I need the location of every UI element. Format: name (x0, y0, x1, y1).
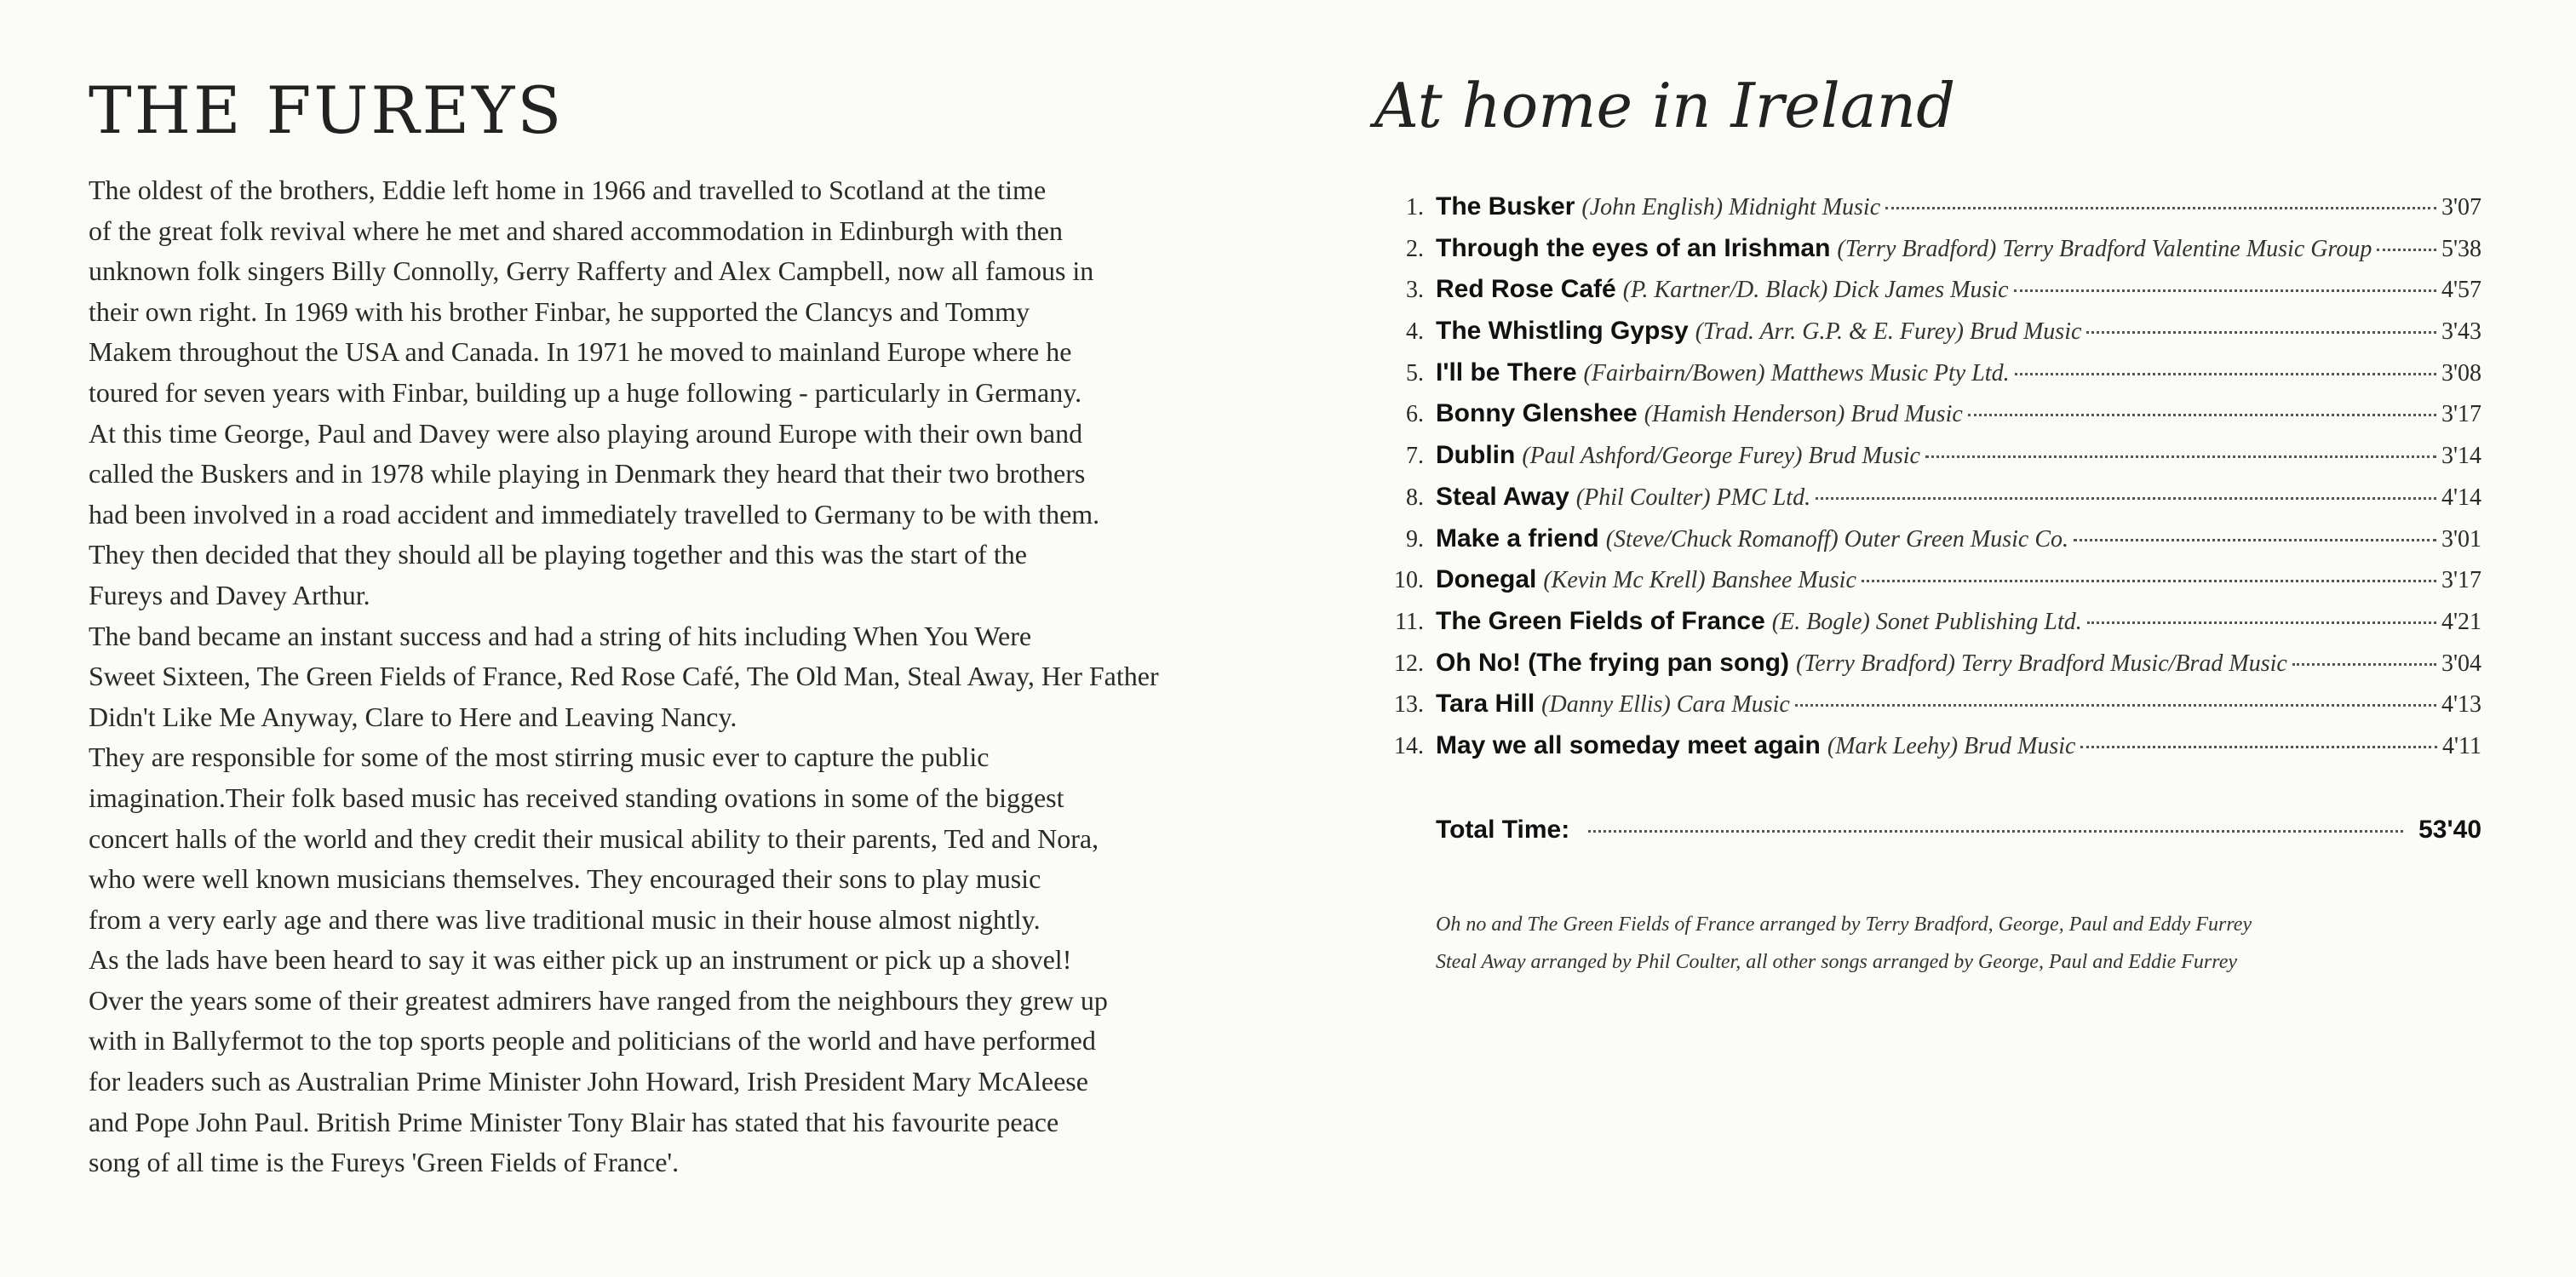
track-credit: (John English) Midnight Music (1581, 194, 1881, 220)
track-credit: (Fairbairn/Bowen) Matthews Music Pty Ltd. (1583, 359, 2010, 387)
dot-leader (2074, 539, 2436, 541)
track-duration: 3'17 (2441, 401, 2481, 428)
dot-leader (2292, 663, 2436, 666)
dot-leader (1795, 704, 2436, 707)
track-number: 13. (1394, 691, 1424, 719)
track-title: Steal Away (1436, 482, 1569, 511)
track-duration: 4'14 (2441, 484, 2481, 511)
dot-leader (1816, 497, 2436, 500)
track-duration: 4'13 (2441, 691, 2481, 719)
bio-line: their own right. In 1969 with his brother Finbar, he supported the Clancys and Tommy (89, 295, 1030, 327)
track-duration: 3'04 (2441, 650, 2481, 677)
dot-leader (1588, 830, 2403, 833)
track-number: 4. (1406, 318, 1424, 346)
track-credit: (Terry Bradford) Terry Bradford Music/Brad Music (1795, 650, 2287, 677)
dot-leader (2086, 331, 2436, 334)
bio-line: The band became an instant success and had a string of hits including When You Were (89, 620, 1032, 651)
track-title: The Green Fields of France (1436, 606, 1765, 635)
bio-text (89, 170, 1230, 1183)
dot-leader (2080, 746, 2437, 748)
track-title: Donegal (1436, 565, 1537, 594)
track-number: 2. (1406, 235, 1424, 262)
total-time-row (1436, 816, 2481, 845)
track-row (1386, 649, 2481, 690)
bio-line: As the lads have been heard to say it was either pick up an instrument or pick up a shovel! (89, 944, 1072, 976)
bio-line: Makem throughout the USA and Canada. In 1971 he moved to mainland Europe where he (89, 336, 1072, 368)
track-credit: (Steve/Chuck Romanoff) Outer Green Music Co. (1605, 525, 2068, 553)
track-credit: (E. Bogle) Sonet Publishing Ltd. (1771, 608, 2082, 635)
track-credit: (Hamish Henderson) Brud Music (1644, 401, 1963, 428)
track-row (1386, 441, 2481, 483)
track-credit: (Trad. Arr. G.P. & E. Furey) Brud Music (1695, 318, 2082, 346)
track-list (1386, 192, 2481, 773)
track-duration: 3'14 (2441, 443, 2481, 470)
bio-line: They are responsible for some of the most stirring music ever to capture the public (89, 742, 990, 773)
track-credit: (Mark Leehy) Brud Music (1827, 732, 2076, 759)
bio-line: with in Ballyfermot to the top sports people and politicians of the world and have performed (89, 1025, 1096, 1057)
bio-line: imagination.Their folk based music has received standing ovations in some of the biggest (89, 782, 1064, 813)
dot-leader (1862, 580, 2436, 582)
bio-line: called the Buskers and in 1978 while playing in Denmark they heard that their two brothers (89, 458, 1086, 490)
dot-leader (2087, 621, 2436, 624)
track-title: Make a friend (1436, 524, 1599, 553)
track-credit: (Paul Ashford/George Furey) Brud Music (1522, 443, 1920, 470)
bio-line: They then decided that they should all be playing together and this was the start of the (89, 539, 1027, 570)
track-credit: (Kevin Mc Krell) Banshee Music (1543, 567, 1856, 594)
track-title: Dublin (1436, 441, 1516, 470)
track-number: 8. (1406, 484, 1424, 511)
track-row (1386, 358, 2481, 400)
track-number: 10. (1394, 567, 1424, 594)
dot-leader (1968, 414, 2436, 416)
track-duration: 3'17 (2441, 567, 2481, 594)
track-credit: (Terry Bradford) Terry Bradford Valentine Music Group (1837, 235, 2372, 262)
bio-line: who were well known musicians themselves. They encouraged their sons to play music (89, 863, 1041, 895)
track-title: Red Rose Café (1436, 275, 1616, 304)
track-title: Through the eyes of an Irishman (1436, 233, 1831, 262)
dot-leader (2014, 289, 2436, 292)
track-row (1386, 275, 2481, 317)
band-title: THE FUREYS (89, 72, 565, 148)
dot-leader (1925, 455, 2436, 458)
track-number: 7. (1406, 443, 1424, 470)
track-number: 14. (1394, 732, 1424, 759)
bio-line: from a very early age and there was live traditional music in their house almost nightly. (89, 903, 1041, 935)
track-duration: 3'01 (2441, 525, 2481, 553)
track-number: 3. (1406, 277, 1424, 304)
arrangement-note: Steal Away arranged by Phil Coulter, all other songs arranged by George, Paul and Eddie Furrey (1436, 951, 2238, 973)
track-duration: 3'43 (2441, 318, 2481, 346)
track-title: I'll be There (1436, 358, 1577, 387)
track-row (1386, 565, 2481, 607)
bio-line: Over the years some of their greatest admirers have ranged from the neighbours they grew up (89, 984, 1108, 1016)
bio-line: Fureys and Davey Arthur. (89, 579, 370, 610)
track-row (1386, 317, 2481, 358)
dot-leader (1885, 207, 2436, 209)
track-credit: (P. Kartner/D. Black) Dick James Music (1622, 277, 2009, 304)
track-duration: 4'57 (2441, 277, 2481, 304)
arrangement-notes (1436, 906, 2252, 981)
track-title: Bonny Glenshee (1436, 399, 1638, 428)
track-row (1386, 607, 2481, 649)
track-row (1386, 483, 2481, 524)
dot-leader (2377, 249, 2436, 251)
bio-line: toured for seven years with Finbar, building up a huge following - particularly in Germany. (89, 376, 1082, 408)
bio-line: had been involved in a road accident and immediately travelled to Germany to be with them. (89, 498, 1100, 530)
track-title: Tara Hill (1436, 690, 1535, 719)
track-number: 11. (1395, 608, 1424, 635)
track-duration: 3'07 (2441, 194, 2481, 220)
arrangement-note: Oh no and The Green Fields of France arranged by Terry Bradford, George, Paul and Eddy Furrey (1436, 913, 2252, 936)
bio-line: At this time George, Paul and Davey were also playing around Europe with their own band (89, 417, 1083, 449)
track-credit: (Phil Coulter) PMC Ltd. (1575, 484, 1811, 511)
right-panel (1288, 0, 2576, 1277)
track-number: 5. (1406, 359, 1424, 387)
track-duration: 4'21 (2441, 608, 2481, 635)
bio-line: of the great folk revival where he met and shared accommodation in Edinburgh with then (89, 215, 1063, 246)
track-title: May we all someday meet again (1436, 730, 1821, 759)
track-credit: (Danny Ellis) Cara Music (1541, 691, 1790, 719)
track-title: The Busker (1436, 192, 1575, 220)
bio-line: for leaders such as Australian Prime Minister John Howard, Irish President Mary McAleese (89, 1066, 1088, 1097)
bio-line: Sweet Sixteen, The Green Fields of France, Red Rose Café, The Old Man, Steal Away, Her Father (89, 661, 1159, 692)
bio-line: song of all time is the Fureys 'Green Fields of France'. (89, 1147, 680, 1178)
track-number: 6. (1406, 401, 1424, 428)
track-title: The Whistling Gypsy (1436, 317, 1689, 346)
bio-line: Didn't Like Me Anyway, Clare to Here and Leaving Nancy. (89, 701, 737, 732)
track-duration: 5'38 (2441, 235, 2481, 262)
bio-line: and Pope John Paul. British Prime Minister Tony Blair has stated that his favourite peace (89, 1106, 1059, 1137)
bio-line: concert halls of the world and they credit their musical ability to their parents, Ted and Nora, (89, 822, 1099, 854)
track-number: 12. (1394, 650, 1424, 677)
track-number: 9. (1406, 525, 1424, 553)
dot-leader (2015, 373, 2436, 375)
total-time-value: 53'40 (2418, 816, 2481, 844)
track-row (1386, 399, 2481, 441)
track-number: 1. (1406, 194, 1424, 220)
total-time-label: Total Time: (1436, 816, 1570, 844)
track-row (1386, 731, 2481, 773)
track-row (1386, 690, 2481, 731)
track-row (1386, 192, 2481, 234)
bio-line: The oldest of the brothers, Eddie left home in 1966 and travelled to Scotland at the time (89, 175, 1047, 205)
track-title: Oh No! (The frying pan song) (1436, 648, 1789, 677)
bio-line: unknown folk singers Billy Connolly, Gerry Rafferty and Alex Campbell, now all famous in (89, 255, 1094, 287)
track-row (1386, 524, 2481, 566)
track-row (1386, 234, 2481, 276)
track-duration: 3'08 (2441, 359, 2481, 387)
album-title: At home in Ireland (1374, 70, 1956, 141)
track-duration: 4'11 (2441, 732, 2481, 759)
